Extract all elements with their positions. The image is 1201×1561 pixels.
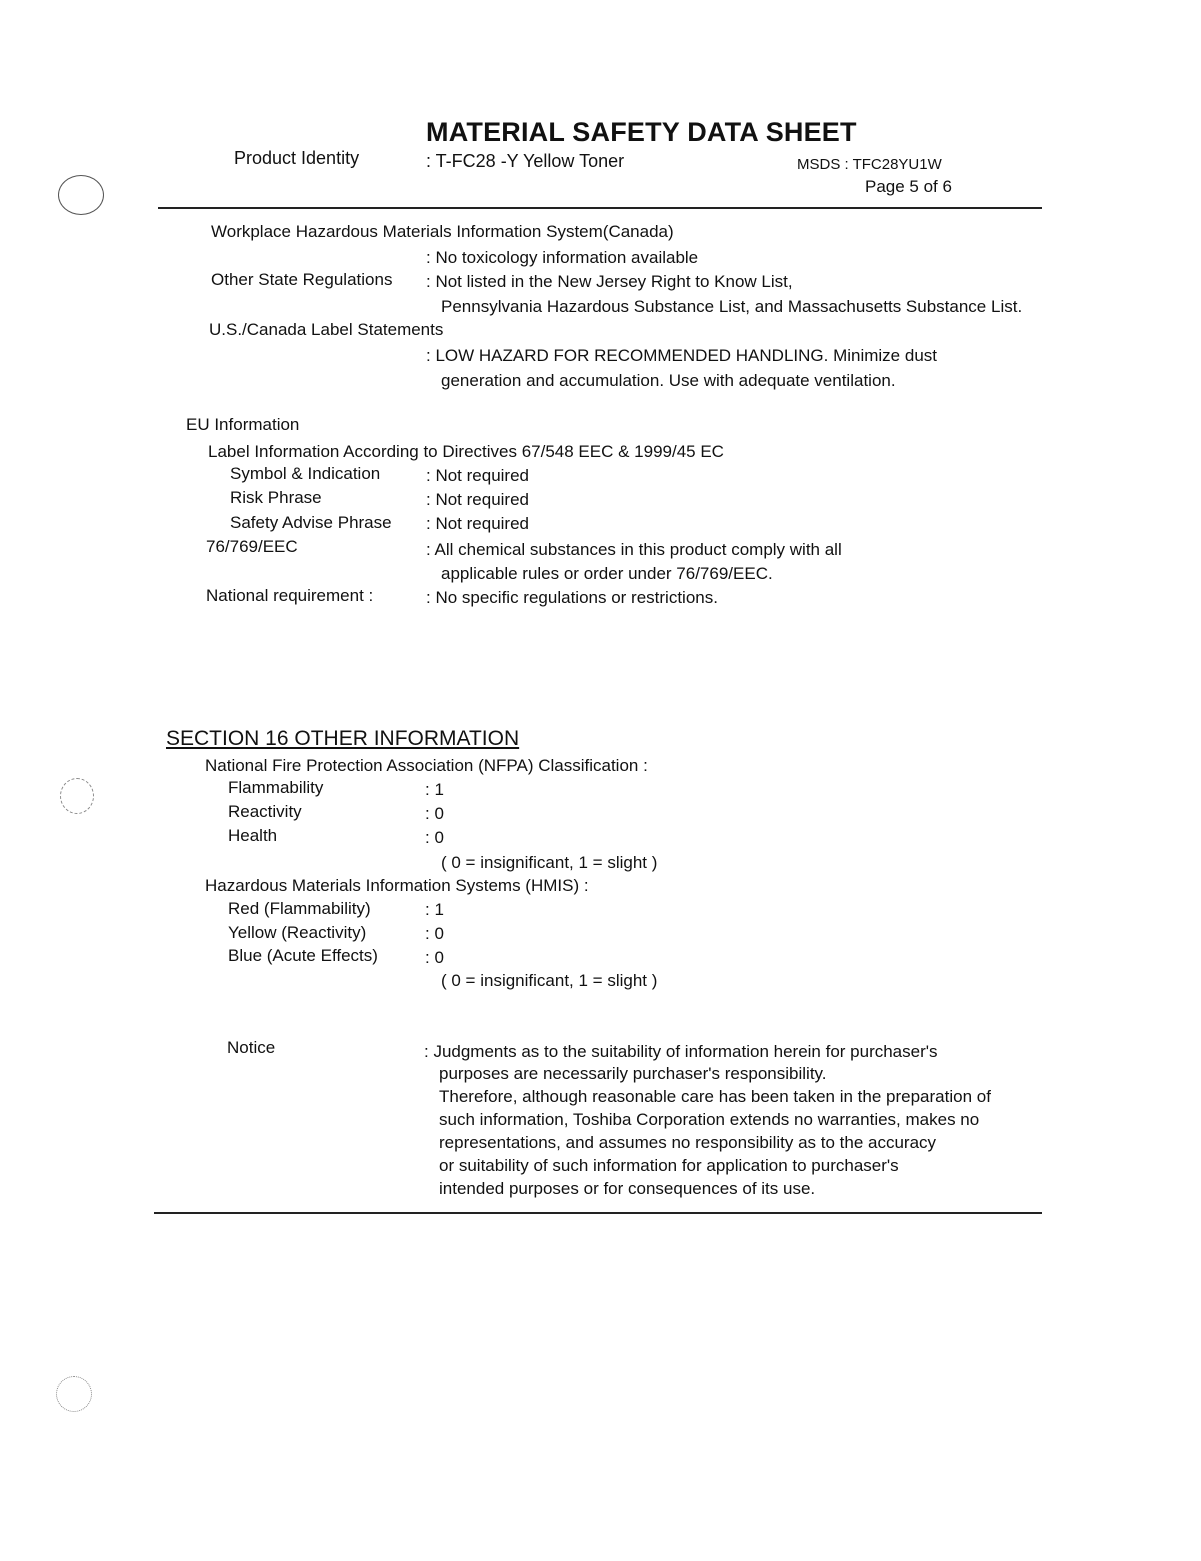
nfpa-flammability-label: Flammability xyxy=(228,778,324,797)
hmis-red-label: Red (Flammability) xyxy=(228,899,371,918)
directive-value-1: : All chemical substances in this product comply with all xyxy=(426,540,842,559)
notice-line: Therefore, although reasonable care has been taken in the preparation of xyxy=(439,1087,991,1106)
nfpa-health-label: Health xyxy=(228,826,278,845)
label-statements-label: U.S./Canada Label Statements xyxy=(209,320,444,339)
nfpa-reactivity-value: : 0 xyxy=(425,804,444,823)
document-title: MATERIAL SAFETY DATA SHEET xyxy=(426,117,857,147)
national-requirement-label: National requirement : xyxy=(206,586,374,605)
product-identity-label: Product Identity xyxy=(234,148,360,168)
directive-label: 76/769/EEC xyxy=(206,537,298,556)
hmis-legend: ( 0 = insignificant, 1 = slight ) xyxy=(441,971,658,990)
nfpa-reactivity-label: Reactivity xyxy=(228,802,302,821)
punch-hole-mark xyxy=(58,175,104,215)
symbol-value: : Not required xyxy=(426,466,529,485)
nfpa-flammability-value: : 1 xyxy=(425,780,444,799)
page-number: Page 5 of 6 xyxy=(865,177,952,196)
eu-subheading: Label Information According to Directives 67/548 EEC & 1999/45 EC xyxy=(208,442,724,461)
section-16-title: SECTION 16 OTHER INFORMATION xyxy=(166,727,520,750)
directive-value-2: applicable rules or order under 76/769/EEC. xyxy=(441,564,773,583)
hmis-red-value: : 1 xyxy=(425,900,444,919)
hmis-yellow-label: Yellow (Reactivity) xyxy=(228,923,367,942)
notice-line: representations, and assumes no responsibility as to the accuracy xyxy=(439,1133,937,1152)
state-regulations-value-2: Pennsylvania Hazardous Substance List, and Massachusetts Substance List. xyxy=(441,297,1023,316)
hmis-heading: Hazardous Materials Information Systems (HMIS) : xyxy=(205,876,589,895)
nfpa-heading: National Fire Protection Association (NFPA) Classification : xyxy=(205,756,648,775)
state-regulations-value-1: : Not listed in the New Jersey Right to Know List, xyxy=(426,272,793,291)
whmis-label: Workplace Hazardous Materials Information System(Canada) xyxy=(211,222,674,241)
header-rule xyxy=(158,207,1042,209)
symbol-label: Symbol & Indication xyxy=(230,464,381,483)
safety-value: : Not required xyxy=(426,514,529,533)
notice-line: or suitability of such information for application to purchaser's xyxy=(439,1156,899,1175)
hmis-blue-value: : 0 xyxy=(425,948,444,967)
notice-line: : Judgments as to the suitability of information herein for purchaser's xyxy=(424,1042,938,1061)
eu-heading: EU Information xyxy=(186,415,300,434)
nfpa-health-value: : 0 xyxy=(425,828,444,847)
notice-line: intended purposes or for consequences of its use. xyxy=(439,1179,816,1198)
nfpa-legend: ( 0 = insignificant, 1 = slight ) xyxy=(441,853,658,872)
national-requirement-value: : No specific regulations or restrictions. xyxy=(426,588,718,607)
safety-label: Safety Advise Phrase xyxy=(230,513,392,532)
notice-line: such information, Toshiba Corporation extends no warranties, makes no xyxy=(439,1110,980,1129)
state-regulations-label: Other State Regulations xyxy=(211,270,393,289)
hmis-yellow-value: : 0 xyxy=(425,924,444,943)
whmis-value: : No toxicology information available xyxy=(426,248,699,267)
label-statements-value-1: : LOW HAZARD FOR RECOMMENDED HANDLING. Minimize dust xyxy=(426,346,937,365)
notice-line: purposes are necessarily purchaser's responsibility. xyxy=(439,1064,827,1083)
risk-value: : Not required xyxy=(426,490,529,509)
hmis-blue-label: Blue (Acute Effects) xyxy=(228,946,378,965)
notice-label: Notice xyxy=(227,1038,276,1057)
msds-number: MSDS : TFC28YU1W xyxy=(797,156,942,173)
punch-hole-mark xyxy=(60,778,94,814)
risk-label: Risk Phrase xyxy=(230,488,322,507)
product-identity-value: : T-FC28 -Y Yellow Toner xyxy=(426,151,625,171)
punch-hole-mark xyxy=(56,1376,92,1412)
footer-rule xyxy=(154,1212,1042,1214)
label-statements-value-2: generation and accumulation. Use with adequate ventilation. xyxy=(441,371,896,390)
